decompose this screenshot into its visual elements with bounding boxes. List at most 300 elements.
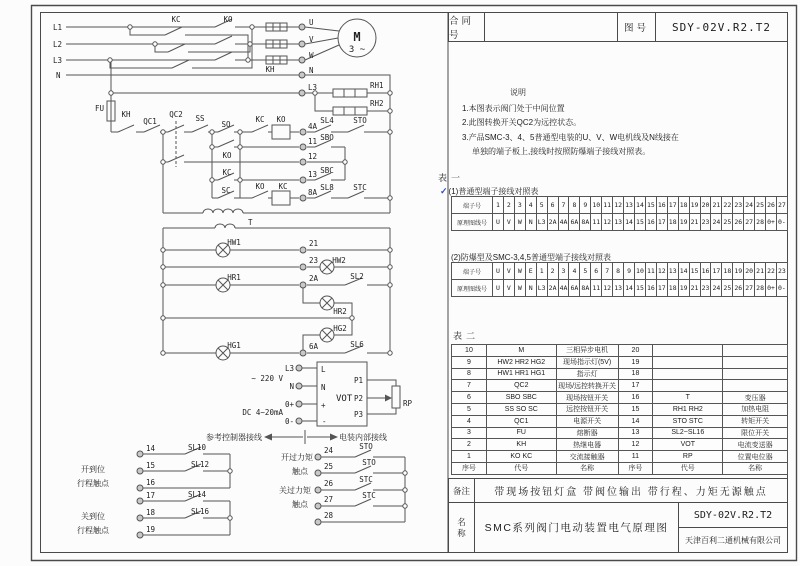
terminal-cell: 21 <box>690 214 701 231</box>
component-cell <box>723 345 788 357</box>
terminal-cell: 0- <box>777 214 788 231</box>
component-cell <box>723 380 788 392</box>
terminal-cell: 6 <box>548 197 559 214</box>
schematic-label: DC 4~20mA <box>242 408 283 417</box>
schematic-label: HR1 <box>227 273 241 282</box>
terminal-cell: 23 <box>777 263 788 280</box>
terminal-cell: 17 <box>668 197 679 214</box>
schematic-label: STC <box>353 183 367 192</box>
schematic-label: SL8 <box>320 183 334 192</box>
schematic-label: KO <box>223 15 233 24</box>
terminal-cell: 22 <box>766 263 777 280</box>
component-cell: 变压器 <box>723 392 788 404</box>
ko-coil <box>272 125 290 139</box>
terminal-cell: E <box>526 263 537 280</box>
component-cell: SS SO SC <box>487 404 557 416</box>
schematic-label: N <box>289 382 294 391</box>
transformer-coils <box>203 209 243 228</box>
schematic-label: KC <box>255 115 265 124</box>
schematic-label: 17 <box>146 491 156 500</box>
component-cell: 电源开关 <box>557 416 619 428</box>
schematic-label: SO <box>221 120 231 129</box>
remarks-text: 带现场按钮灯盒 带阀位输出 带行程、力矩无源触点 <box>494 487 768 498</box>
component-cell: 5 <box>452 404 487 416</box>
terminal-cell: 11 <box>646 263 657 280</box>
component-cell: 15 <box>619 404 654 416</box>
lamp-circuit-wires <box>163 213 390 353</box>
schematic-label: HW1 <box>227 238 241 247</box>
terminal-cell: U <box>493 263 504 280</box>
terminal-cell: 25 <box>755 197 766 214</box>
terminal-cell: V <box>504 280 515 297</box>
terminal-row-label: 原理图线号 <box>452 214 493 231</box>
drawing-number-label: 图号 <box>617 12 656 42</box>
terminal-cell: 16 <box>646 214 657 231</box>
schematic-label: 28 <box>324 511 334 520</box>
control-circuit-wires <box>111 132 390 213</box>
terminal-cell: V <box>504 214 515 231</box>
schematic-label: W <box>309 51 314 60</box>
title-block <box>448 502 788 553</box>
component-cell: 位置电位器 <box>723 451 788 463</box>
terminal-cell: 18 <box>722 263 733 280</box>
terminal-cell: 14 <box>624 280 635 297</box>
terminal-cell: 8A <box>580 280 591 297</box>
terminal-cell: 24 <box>711 214 722 231</box>
schematic-label: SL6 <box>350 340 364 349</box>
terminal-cell: 17 <box>657 280 668 297</box>
title-block-label-char2: 称 <box>457 527 466 538</box>
component-cell: 现场指示灯(5V) <box>557 357 619 369</box>
terminal-cell: 14 <box>635 197 646 214</box>
component-cell: HW2 HR2 HG2 <box>487 357 557 369</box>
schematic-label: RH2 <box>370 99 384 108</box>
component-cell: 3 <box>452 428 487 440</box>
table-two-label: 表二 <box>453 331 480 341</box>
component-cell: 18 <box>619 369 654 381</box>
schematic-label: 行程触点 <box>77 526 109 535</box>
component-cell: STO STC <box>653 416 723 428</box>
schematic-label: STC <box>362 491 376 500</box>
schematic-label: HG1 <box>227 341 241 350</box>
terminal-cell: 9 <box>580 197 591 214</box>
note-line: 1.本图表示阀门处于中间位置 <box>462 103 565 113</box>
schematic-label: KH <box>121 110 131 119</box>
terminal-cell: 0+ <box>766 214 777 231</box>
schematic-label: STO <box>362 458 376 467</box>
terminal-cell: 18 <box>668 280 679 297</box>
terminal-cell: 26 <box>733 280 744 297</box>
title-block-label-char1: 名 <box>457 516 466 527</box>
schematic-label: 2A <box>309 274 319 283</box>
schematic-label: 12 <box>308 152 318 161</box>
schematic-label: 16 <box>146 478 156 487</box>
schematic-label: L2 <box>53 40 63 49</box>
table-one-section-1-title: (1)普通型端子接线对照表 <box>448 187 539 196</box>
schematic-label: 26 <box>324 479 334 488</box>
schematic-label: SS <box>195 114 205 123</box>
terminal-cell: 19 <box>679 214 690 231</box>
schematic-label: SL14 <box>187 490 207 499</box>
terminal-cell: W <box>515 214 526 231</box>
terminal-cell: 2 <box>548 263 559 280</box>
schematic-label: 0+ <box>284 400 294 409</box>
contract-number-value <box>484 12 618 42</box>
terminal-cell: 21 <box>755 263 766 280</box>
terminal-cell: 4A <box>559 280 570 297</box>
schematic-label: L3 <box>308 83 318 92</box>
terminal-cell: 4 <box>526 197 537 214</box>
component-cell: 序号 <box>452 463 487 475</box>
component-cell: 14 <box>619 416 654 428</box>
component-cell: 名称 <box>723 463 788 475</box>
component-cell: M <box>487 345 557 357</box>
schematic-label: 关到位 <box>81 512 105 521</box>
vot-and-contact-wires <box>143 368 405 535</box>
terminal-cell: 15 <box>635 214 646 231</box>
component-cell: 7 <box>452 380 487 392</box>
note-line: 3.产品SMC-3、4、5普通型电装的U、V、W电机线及N线接在 <box>462 132 679 142</box>
terminal-cell: 11 <box>591 214 602 231</box>
terminal-cell: 2A <box>548 214 559 231</box>
terminal-cell: 8 <box>569 197 580 214</box>
terminal-cell: 5 <box>537 197 548 214</box>
terminal-cell: 24 <box>744 197 755 214</box>
schematic-label: 23 <box>309 256 319 265</box>
table-one-label: 表一 <box>438 173 465 183</box>
schematic-label: SBC <box>320 166 334 175</box>
schematic-label: 21 <box>309 239 319 248</box>
terminal-cell: 0+ <box>766 280 777 297</box>
terminal-cell: 23 <box>733 197 744 214</box>
component-cell: RH1 RH2 <box>653 404 723 416</box>
notes-block <box>462 86 782 160</box>
schematic-label: KC <box>222 168 232 177</box>
schematic-label: 关过力矩 <box>279 486 311 495</box>
schematic-label: 触点 <box>292 467 308 476</box>
note-line: 2.此图转换开关QC2为远控状态。 <box>462 118 582 127</box>
remarks-row <box>448 478 788 503</box>
terminal-cell: 21 <box>711 197 722 214</box>
kc-coil <box>272 191 290 205</box>
schematic-label: 19 <box>146 525 156 534</box>
terminal-cell: 6A <box>569 280 580 297</box>
terminal-cell: 8A <box>580 214 591 231</box>
terminal-cell: 2 <box>504 197 515 214</box>
component-cell: 交流接触器 <box>557 451 619 463</box>
schematic-label: VOT <box>336 394 353 404</box>
schematic-label: M <box>353 30 361 44</box>
terminal-cell: 10 <box>591 197 602 214</box>
component-cell: 10 <box>452 345 487 357</box>
schematic-label: 参考控制器接线 <box>206 433 262 442</box>
component-cell: 现场按钮开关 <box>557 392 619 404</box>
schematic-label: P2 <box>353 394 363 403</box>
schematic-label: RP <box>403 399 413 408</box>
schematic-label: 电装内部接线 <box>339 433 387 442</box>
component-cell: 12 <box>619 439 654 451</box>
schematic-label: U <box>309 18 314 27</box>
component-cell <box>653 380 723 392</box>
terminal-cell: 7 <box>559 197 570 214</box>
component-cell: 1 <box>452 451 487 463</box>
schematic-label: STO <box>359 442 373 451</box>
terminal-cell: 27 <box>744 214 755 231</box>
terminal-cell: 28 <box>755 214 766 231</box>
terminal-cell: 11 <box>591 280 602 297</box>
terminal-cell: 22 <box>722 197 733 214</box>
terminal-cell: 13 <box>624 197 635 214</box>
terminal-row-label: 端子号 <box>452 263 493 280</box>
schematic-label: HG2 <box>333 324 347 333</box>
schematic-label: N <box>321 383 326 392</box>
component-cell: 序号 <box>619 463 654 475</box>
schematic-label: KC <box>171 15 181 24</box>
table-one-section-2-title: (2)防爆型及SMC-3,4,5普通型端子接线对照表 <box>451 253 612 262</box>
terminal-cell: 16 <box>657 197 668 214</box>
terminal-cell: 15 <box>635 280 646 297</box>
schematic-label: 8A <box>308 188 318 197</box>
schematic-label: KO <box>222 151 232 160</box>
component-cell <box>723 357 788 369</box>
terminal-cell: 18 <box>668 214 679 231</box>
terminal-cell: U <box>493 214 504 231</box>
component-cell: 代号 <box>487 463 557 475</box>
schematic-label: 13 <box>308 170 318 179</box>
terminal-cell: 12 <box>657 263 668 280</box>
terminal-cell: 26 <box>733 214 744 231</box>
terminal-cell: 3 <box>559 263 570 280</box>
terminal-cell: 15 <box>646 197 657 214</box>
terminal-cell: 20 <box>701 197 712 214</box>
schematic-label: L3 <box>53 56 63 65</box>
component-cell: QC1 <box>487 416 557 428</box>
schematic-label: SL12 <box>190 460 210 469</box>
schematic-label: SL2 <box>350 272 364 281</box>
schematic-label: SL10 <box>187 443 207 452</box>
schematic-label: 6A <box>309 342 319 351</box>
terminal-cell: 27 <box>777 197 788 214</box>
component-cell: SBO SBC <box>487 392 557 404</box>
terminal-cell: 11 <box>602 197 613 214</box>
component-cell: 电流变送器 <box>723 439 788 451</box>
terminal-cell: 13 <box>613 280 624 297</box>
terminal-cell: W <box>515 280 526 297</box>
terminal-cell: 19 <box>679 280 690 297</box>
component-table <box>451 344 788 475</box>
schematic-label: SBO <box>320 133 334 142</box>
terminal-cell: 0- <box>777 280 788 297</box>
schematic-label: 开到位 <box>81 465 105 474</box>
terminal-cell: 19 <box>690 197 701 214</box>
schematic-label: HR2 <box>333 307 347 316</box>
note-line: 单独的端子板上,接线时按照防爆端子接线对照表。 <box>472 147 651 156</box>
terminal-row-label: 原理图线号 <box>452 280 493 297</box>
schematic-label: + <box>321 401 326 410</box>
schematic-label: KC <box>278 182 288 191</box>
terminal-cell: 7 <box>602 263 613 280</box>
schematic-label: STC <box>359 475 373 484</box>
table-one-check-icon: ✓ <box>440 186 448 196</box>
schematic-label: HW2 <box>332 256 346 265</box>
terminal-cell: 4 <box>569 263 580 280</box>
notes-title: 说明 <box>510 88 526 97</box>
component-cell: 4 <box>452 416 487 428</box>
schematic-label: SL4 <box>320 116 334 125</box>
terminal-cell: 14 <box>679 263 690 280</box>
terminal-cell: N <box>526 280 537 297</box>
terminal-cell: 1 <box>493 197 504 214</box>
terminal-cell: L3 <box>537 214 548 231</box>
terminal-cell: 16 <box>646 280 657 297</box>
component-cell: 远控按钮开关 <box>557 404 619 416</box>
schematic-label: QC2 <box>169 110 183 119</box>
schematic-label: N <box>309 66 314 75</box>
terminal-cell: 12 <box>613 197 624 214</box>
schematic-label: RH1 <box>370 81 384 90</box>
schematic-label: L1 <box>53 23 63 32</box>
schematic-label: - <box>322 417 327 426</box>
terminal-cell: 19 <box>733 263 744 280</box>
schematic-label: 0- <box>284 417 294 426</box>
terminal-cell: 6 <box>591 263 602 280</box>
component-cell: 2 <box>452 439 487 451</box>
terminal-cell: 13 <box>668 263 679 280</box>
schematic-label: 行程触点 <box>77 479 109 488</box>
component-cell: 指示灯 <box>557 369 619 381</box>
component-cell: 8 <box>452 369 487 381</box>
terminal-cell: 12 <box>602 280 613 297</box>
schematic-label: L <box>321 365 326 374</box>
terminal-cell: 17 <box>711 263 722 280</box>
schematic-label: T <box>248 218 253 227</box>
component-cell: 16 <box>619 392 654 404</box>
terminal-cell: 16 <box>701 263 712 280</box>
component-cell: VOT <box>653 439 723 451</box>
terminal-cell: 23 <box>701 280 712 297</box>
component-cell: QC2 <box>487 380 557 392</box>
component-cell: 转矩开关 <box>723 416 788 428</box>
terminal-cell: 21 <box>690 280 701 297</box>
schematic-label: V <box>309 35 314 44</box>
component-cell: SL2~SL16 <box>653 428 723 440</box>
terminal-cell: 18 <box>679 197 690 214</box>
schematic-label: 11 <box>308 137 318 146</box>
schematic-label: 3 ~ <box>348 45 366 55</box>
terminal-cell: V <box>504 263 515 280</box>
schematic-label: 14 <box>146 444 156 453</box>
terminal-cell: 2A <box>548 280 559 297</box>
terminal-cell: U <box>493 280 504 297</box>
schematic-label: 25 <box>324 462 334 471</box>
schematic-label: P1 <box>353 376 363 385</box>
remarks-label: 备注 <box>449 479 475 502</box>
component-cell: 9 <box>452 357 487 369</box>
terminal-table-explosionproof <box>451 262 788 297</box>
component-cell: 11 <box>619 451 654 463</box>
schematic-label: QC1 <box>143 117 157 126</box>
component-cell <box>653 345 723 357</box>
terminal-table-normal <box>451 196 788 231</box>
component-cell: 现场/远控转换开关 <box>557 380 619 392</box>
terminal-cell: L3 <box>537 280 548 297</box>
terminal-cell: 6A <box>569 214 580 231</box>
schematic-label: KO <box>276 115 286 124</box>
component-cell: T <box>653 392 723 404</box>
terminal-cell: N <box>526 214 537 231</box>
component-cell: KO KC <box>487 451 557 463</box>
terminal-cell: 28 <box>755 280 766 297</box>
component-cell: 名称 <box>557 463 619 475</box>
schematic-label: SC <box>221 186 231 195</box>
terminal-cell: 3 <box>515 197 526 214</box>
component-cell: 17 <box>619 380 654 392</box>
component-cell: HW1 HR1 HG1 <box>487 369 557 381</box>
terminal-cell: 17 <box>657 214 668 231</box>
component-cell: FU <box>487 428 557 440</box>
component-cell: 加热电阻 <box>723 404 788 416</box>
heater-element-dividers <box>273 23 355 115</box>
terminal-cell: 15 <box>690 263 701 280</box>
drawing-number-value: SDY-02V.R2.T2 <box>655 12 788 42</box>
terminal-row-label: 端子号 <box>452 197 493 214</box>
rp-potentiometer <box>392 386 400 408</box>
heater-resistor-rh1 <box>333 89 367 97</box>
component-cell <box>653 357 723 369</box>
schematic-label: ~ 220 V <box>251 374 283 383</box>
component-cell: 热继电器 <box>557 439 619 451</box>
schematic-label: P3 <box>353 410 363 419</box>
component-cell: 代号 <box>653 463 723 475</box>
terminal-cell: 24 <box>711 280 722 297</box>
component-cell: 13 <box>619 428 654 440</box>
terminal-cell: 5 <box>580 263 591 280</box>
schematic-label: 开过力矩 <box>281 453 313 462</box>
component-cell: 熔断器 <box>557 428 619 440</box>
component-cell: 限位开关 <box>723 428 788 440</box>
schematic-label: FU <box>94 104 104 113</box>
schematic-label: 15 <box>146 461 156 470</box>
terminal-cell: 25 <box>722 214 733 231</box>
terminal-cell: 27 <box>744 280 755 297</box>
terminal-cell: 8 <box>613 263 624 280</box>
schematic-label: 18 <box>146 508 156 517</box>
component-cell <box>723 369 788 381</box>
schematic-label: 24 <box>324 446 334 455</box>
component-cell: 三相异步电机 <box>557 345 619 357</box>
schematic-label: STO <box>353 116 367 125</box>
terminal-cell: 10 <box>635 263 646 280</box>
title-block-label <box>449 503 475 552</box>
terminal-cell: 13 <box>613 214 624 231</box>
schematic-label: 27 <box>324 495 334 504</box>
terminal-cell: 12 <box>602 214 613 231</box>
component-cell: RP <box>653 451 723 463</box>
schematic-label: N <box>56 71 61 80</box>
contract-number-label: 合同号 <box>448 12 485 42</box>
terminal-cell: 4A <box>559 214 570 231</box>
schematic-label: KO <box>255 182 265 191</box>
heater-resistor-rh2 <box>333 107 367 115</box>
component-cell <box>653 369 723 381</box>
schematic-label: L3 <box>284 364 294 373</box>
title-block-drawing-number: SDY-02V.R2.T2 <box>679 503 787 528</box>
terminal-cell: 1 <box>537 263 548 280</box>
schematic-label: SL16 <box>190 507 210 516</box>
terminal-cell: 14 <box>624 214 635 231</box>
schematic-label: 触点 <box>292 500 308 509</box>
component-cell: 20 <box>619 345 654 357</box>
